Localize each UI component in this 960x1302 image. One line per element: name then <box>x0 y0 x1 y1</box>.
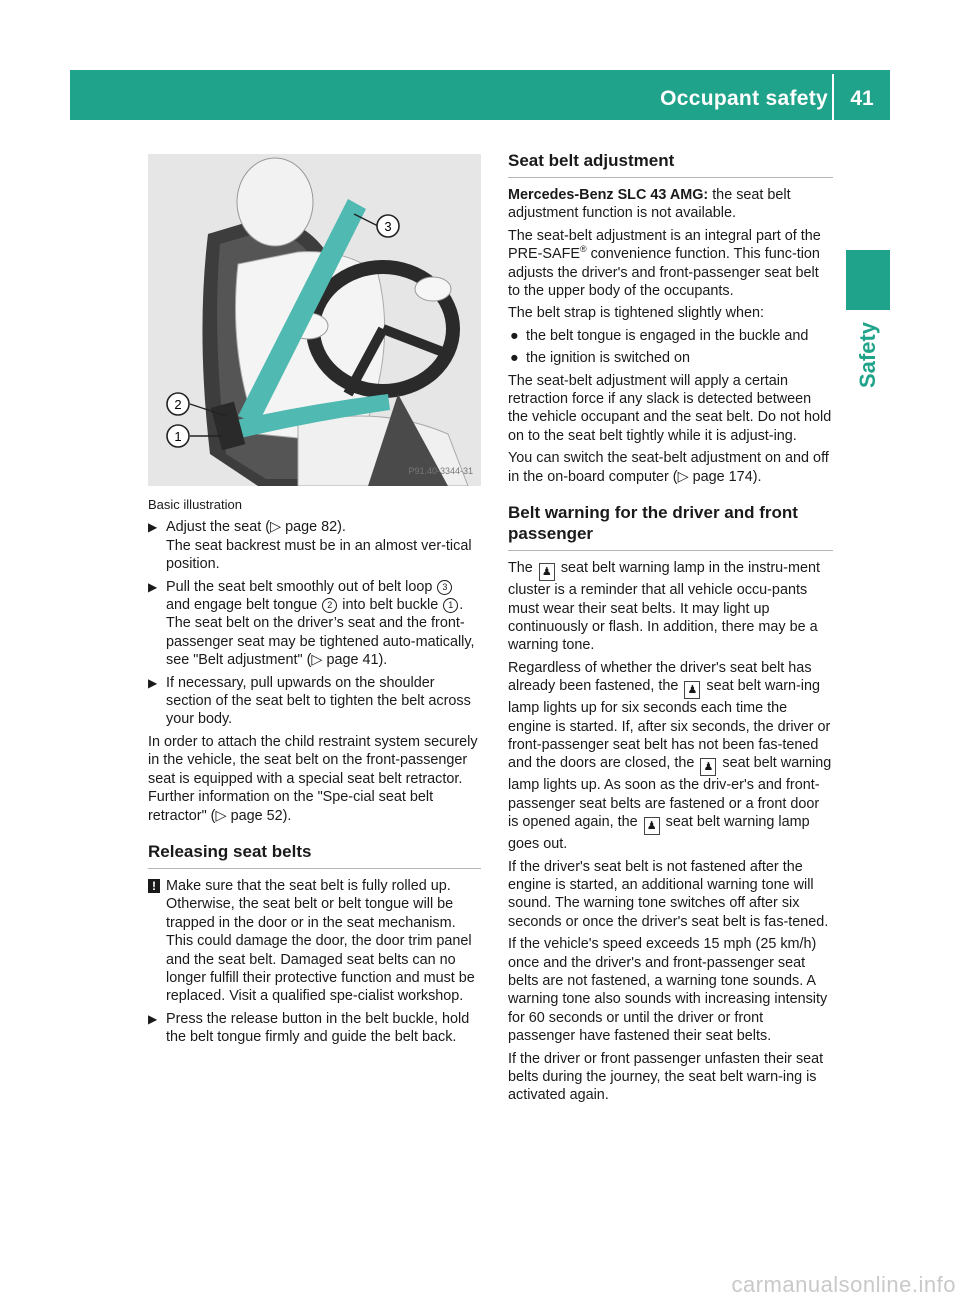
triangle-right-icon: ▷ <box>270 519 282 536</box>
step-arrow-icon: ▶ <box>148 675 158 690</box>
heading-rule <box>148 868 481 869</box>
seat-belt-illustration <box>148 154 481 486</box>
registered-mark: ® <box>579 244 587 255</box>
triangle-right-icon: ▷ <box>311 652 323 669</box>
seat-belt-warning-icon: ♟ <box>700 758 716 776</box>
retraction-paragraph: The seat-belt adjustment will apply a certain retraction force if any slack is detected between the vehicle occupant and the seat belt. Do not hold on to the seat belt tightly while it is adjust-ing. <box>508 372 832 444</box>
page-reference-link[interactable]: page 82 <box>285 519 338 536</box>
callout-ref-2: 2 <box>322 598 337 613</box>
triangle-right-icon: ▷ <box>215 807 227 824</box>
seat-belt-warning-icon: ♟ <box>684 681 700 699</box>
page-reference-link[interactable]: page 41 <box>326 652 379 669</box>
callout-label-3: 3 <box>384 219 392 234</box>
warning-tone-paragraph: If the driver's seat belt is not fastened after the engine is started, an additional warning tone will sound. The warning tone switches off after six seconds or once the driver's seat belt is fas-tened. <box>508 858 829 930</box>
tighten-intro: The belt strap is tightened slightly when: <box>508 305 764 322</box>
instruction-step: ▶ Adjust the seat (▷ page 82). The seat backrest must be in an almost ver-tical position. <box>148 519 472 573</box>
exclamation-icon: ! <box>148 879 160 893</box>
callout-label-2: 2 <box>174 397 182 412</box>
heading-releasing-seat-belts: Releasing seat belts <box>148 841 312 861</box>
list-item: ● the ignition is switched on <box>510 350 690 367</box>
bullet-icon: ● <box>510 350 519 367</box>
side-tab-label: Safety <box>855 321 880 389</box>
pre-safe-paragraph: The seat-belt adjustment is an integral part of the PRE-SAFE® convenience function. This func-tion adjusts the driver's and front-passenger seat belt to the upper body of the occupants. <box>508 227 821 300</box>
speed-warning-paragraph: If the vehicle's speed exceeds 15 mph (25 km/h) once and the driver's and front-passenger seat belts are not fastened, a warning tone sounds. A warning tone also sounds with increasing intensity for 60 seconds or until the driver or front passenger have fastened their seat belts. <box>508 936 828 1045</box>
header-divider <box>832 74 834 120</box>
seat-belt-warning-icon: ♟ <box>644 817 660 835</box>
watermark: carmanualsonline.info <box>731 1272 956 1297</box>
caution-note: ! Make sure that the seat belt is fully rolled up. Otherwise, the seat belt or belt tongue will be trapped in the door or in the seat mechanism. This could damage the door, the door trim panel and the seat belt. Damaged seat belts can no longer fulfill their protective function and must be replaced. Visit a qualified spe-cialist workshop. <box>148 877 481 1006</box>
figure-caption: Basic illustration <box>148 497 242 512</box>
heading-rule <box>508 550 833 551</box>
bullet-icon: ● <box>510 327 519 344</box>
seat-belt-warning-icon: ♟ <box>539 563 555 581</box>
section-title: Occupant safety <box>660 87 828 110</box>
instruction-step: ▶ Press the release button in the belt buckle, hold the belt tongue firmly and guide the belt back. <box>148 1010 470 1046</box>
callout-ref-3: 3 <box>437 580 452 595</box>
heading-seat-belt-adjustment: Seat belt adjustment <box>508 151 675 170</box>
warning-lamp-paragraph: The ♟ seat belt warning lamp in the instru-ment cluster is a reminder that all vehicle occu-pants must wear their seat belts. It may light up continuously or flash. In addition, there may be a warning tone. <box>508 560 820 654</box>
unfasten-warning-paragraph: If the driver or front passenger unfasten their seat belts during the journey, the seat belt warn-ing is activated again. <box>508 1050 824 1104</box>
heading-rule <box>508 177 833 178</box>
instruction-step: ▶ If necessary, pull upwards on the shoulder section of the seat belt to tighten the belt across your body. <box>148 674 471 728</box>
list-item: ● the belt tongue is engaged in the buckle and <box>510 327 809 344</box>
triangle-right-icon: ▷ <box>677 468 689 485</box>
right-column <box>508 150 833 1109</box>
step-arrow-icon: ▶ <box>148 1011 158 1026</box>
step-arrow-icon: ▶ <box>148 579 158 594</box>
page-reference-link[interactable]: page 174 <box>692 468 753 485</box>
onboard-computer-paragraph: You can switch the seat-belt adjustment on and off in the on-board computer (▷ page 174). <box>508 450 829 485</box>
step-arrow-icon: ▶ <box>148 520 158 535</box>
page-number: 41 <box>850 87 874 110</box>
instruction-step: ▶ Pull the seat belt smoothly out of belt loop 3 and engage belt tongue 2 into belt buckle 1 . The seat belt on the driver’s seat and the front-passenger seat may be tightened auto-matically, see "Belt adjustment" (▷ page 41). <box>148 578 475 669</box>
seat-belt-drawing <box>148 154 481 486</box>
side-tab-marker <box>846 250 890 310</box>
warning-behaviour-paragraph: Regardless of whether the driver's seat belt has already been fastened, the ♟ seat belt warn-ing lamp lights up for six seconds each time the engine is started. If, after six seconds, the driver or front-passenger seat belt has not been fas-tened and the doors are closed, the ♟ seat belt warning lamp lights up. As soon as the driv-er's and front-passenger seat belts are fastened or a front door is opened again, the ♟ seat belt warning lamp goes out. <box>508 659 832 853</box>
page-reference-link[interactable]: page 52 <box>230 807 283 824</box>
callout-ref-1: 1 <box>443 598 458 613</box>
callout-label-1: 1 <box>174 429 182 444</box>
child-restraint-paragraph: In order to attach the child restraint system securely in the vehicle, the seat belt on the front-passenger seat is equipped with a special seat belt retractor. Further information on the "Spe-cial seat belt retractor" (▷ page 52). <box>148 733 478 824</box>
figure-code: P91.40-3344-31 <box>408 465 473 476</box>
heading-belt-warning: Belt warning for the driver and front passenger <box>508 503 798 544</box>
left-column <box>148 154 481 1051</box>
amg-note: Mercedes-Benz SLC 43 AMG: the seat belt adjustment function is not available. <box>508 187 791 222</box>
